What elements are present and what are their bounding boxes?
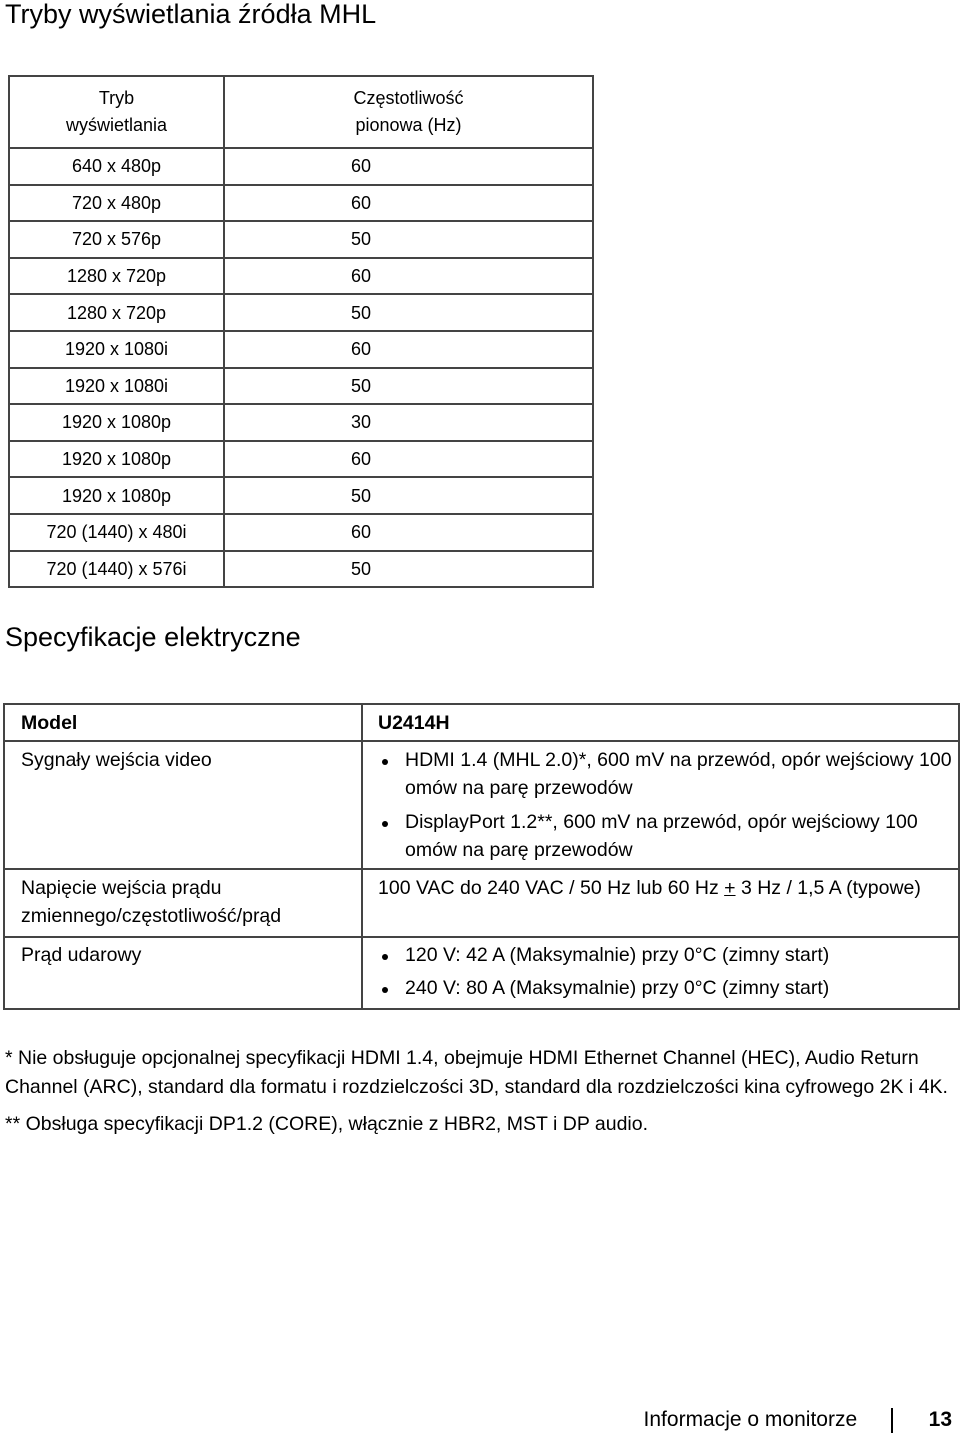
footnote-dp: ** Obsługa specyfikacji DP1.2 (CORE), włącznie z HBR2, MST i DP audio. — [5, 1113, 649, 1135]
footnotes — [5, 1044, 955, 1147]
frequency-cell: 60 — [224, 331, 593, 368]
page-title: Tryby wyświetlania źródła MHL — [5, 0, 377, 29]
footer-divider — [891, 1408, 893, 1433]
mode-cell: 1920 x 1080p — [9, 477, 224, 514]
inrush-current-label: Prąd udarowy — [4, 937, 362, 1009]
mode-cell: 1920 x 1080i — [9, 368, 224, 405]
table-row — [9, 404, 593, 441]
mode-cell: 640 x 480p — [9, 148, 224, 185]
frequency-cell: 50 — [224, 221, 593, 258]
video-input-row — [4, 741, 959, 869]
mode-cell: 1920 x 1080p — [9, 404, 224, 441]
table-row — [9, 294, 593, 331]
inrush-current-value — [362, 937, 959, 1009]
table-row — [9, 477, 593, 514]
mode-cell: 720 x 576p — [9, 221, 224, 258]
frequency-cell: 60 — [224, 441, 593, 478]
header-display-mode: Tryb wyświetlania — [9, 76, 224, 148]
frequency-cell: 50 — [224, 551, 593, 588]
table-header-row — [9, 76, 593, 148]
mode-cell: 1280 x 720p — [9, 258, 224, 295]
voltage-value: 100 VAC do 240 VAC / 50 Hz lub 60 Hz + 3 Hz / 1,5 A (typowe) — [362, 869, 959, 937]
header-vertical-frequency: Częstotliwość pionowa (Hz) — [224, 76, 593, 148]
frequency-cell: 50 — [224, 477, 593, 514]
table-row — [9, 331, 593, 368]
table-row — [9, 221, 593, 258]
mode-cell: 1920 x 1080i — [9, 331, 224, 368]
footer-section-name: Informacje o monitorze — [643, 1408, 858, 1431]
table-row — [9, 551, 593, 588]
model-label: Model — [4, 704, 362, 741]
video-input-label: Sygnały wejścia video — [4, 741, 362, 869]
video-input-list — [378, 746, 958, 865]
voltage-label: Napięcie wejścia prądu zmiennego/częstotliwość/prąd — [4, 869, 362, 937]
mode-cell: 1280 x 720p — [9, 294, 224, 331]
table-row — [9, 185, 593, 222]
table-row — [9, 514, 593, 551]
mode-cell: 720 x 480p — [9, 185, 224, 222]
frequency-cell: 60 — [224, 258, 593, 295]
plus-minus-sign: + — [724, 876, 736, 899]
model-value: U2414H — [362, 704, 959, 741]
mode-cell: 720 (1440) x 480i — [9, 514, 224, 551]
mode-cell: 1920 x 1080p — [9, 441, 224, 478]
section-title-electrical: Specyfikacje elektryczne — [5, 622, 301, 652]
frequency-cell: 30 — [224, 404, 593, 441]
frequency-cell: 60 — [224, 148, 593, 185]
list-item: DisplayPort 1.2**, 600 mV na przewód, opór wejściowy 100 omów na parę przewodów — [378, 808, 958, 865]
mode-cell: 720 (1440) x 576i — [9, 551, 224, 588]
inrush-current-row — [4, 937, 959, 1009]
electrical-specs-table — [3, 703, 960, 1010]
video-input-value — [362, 741, 959, 869]
table-row — [9, 148, 593, 185]
page-number: 13 — [928, 1408, 952, 1431]
table-row — [9, 441, 593, 478]
frequency-cell: 50 — [224, 368, 593, 405]
list-item: 120 V: 42 A (Maksymalnie) przy 0°C (zimny start) — [378, 941, 958, 970]
frequency-cell: 60 — [224, 514, 593, 551]
frequency-cell: 50 — [224, 294, 593, 331]
table-row — [9, 258, 593, 295]
footnote-hdmi: * Nie obsługuje opcjonalnej specyfikacji HDMI 1.4, obejmuje HDMI Ethernet Channel (HEC), Audio Return Channel (ARC), standard dla formatu i rozdzielczości 3D, standard dla rozdzielczości kina cyfrowego 2K i 4K. — [5, 1047, 948, 1098]
frequency-cell: 60 — [224, 185, 593, 222]
voltage-row — [4, 869, 959, 937]
display-modes-table — [8, 75, 594, 588]
list-item: HDMI 1.4 (MHL 2.0)*, 600 mV na przewód, opór wejściowy 100 omów na parę przewodów — [378, 746, 958, 803]
table-row — [9, 368, 593, 405]
page-footer — [644, 1405, 952, 1435]
model-row — [4, 704, 959, 741]
inrush-current-list — [378, 941, 958, 1003]
list-item: 240 V: 80 A (Maksymalnie) przy 0°C (zimny start) — [378, 974, 958, 1003]
